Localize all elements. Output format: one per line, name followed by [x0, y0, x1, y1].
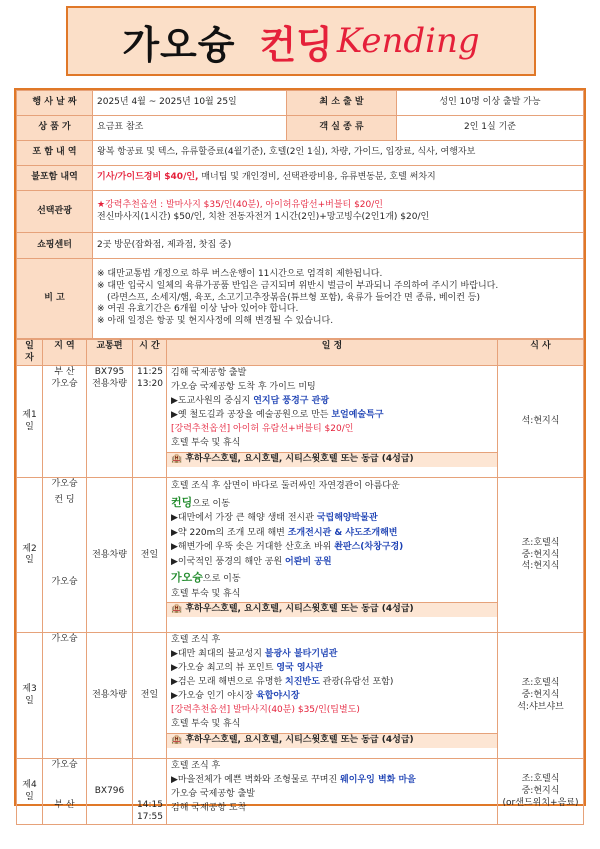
day4-transport: BX796	[87, 759, 133, 825]
day1-label: 제1일	[17, 366, 43, 478]
header-meal: 식 사	[498, 340, 584, 366]
note-label: 비 고	[17, 259, 93, 339]
header-time: 시 간	[133, 340, 167, 366]
room-label: 객 실 종 류	[287, 116, 397, 141]
day1-area	[43, 366, 87, 478]
day3-meal: 조:호텔식 중:현지식 석:샤브샤브	[498, 633, 584, 759]
excl-rest: 매너팁 및 개인경비, 선택관광비용, 유류변동분, 호텔 써차지	[198, 172, 436, 183]
day4-time: 14:15 17:55	[133, 759, 167, 825]
day2-area: 가오슝 컨 딩 가오슝	[43, 478, 87, 633]
day1-itinerary	[167, 366, 498, 478]
hotel-icon: 🏨	[171, 454, 183, 464]
day3-label: 제3일	[17, 633, 43, 759]
info-table	[16, 90, 584, 339]
day2-time: 전일	[133, 478, 167, 633]
day1-area-to: 가오슝	[51, 379, 78, 390]
note-item: ※ 아래 일정은 항공 및 현지사정에 의해 변경될 수 있습니다.	[97, 316, 334, 327]
incl-label: 포 함 내 역	[17, 141, 93, 166]
min-label: 최 소 출 발	[287, 91, 397, 116]
day4-meal: 조:호텔식 중:현지식 (or샌드위치+음료)	[498, 759, 584, 825]
day1-line: ▶도교사원의 중심지 연지담 풍경구 관광	[171, 396, 330, 407]
day1-meal: 석:현지식	[498, 366, 584, 478]
opt-others: 전신마사지(1시간) $50/인, 치찬 전동자전거 1시간(2인)+망고빙수(2인1개) $20/인	[97, 211, 430, 222]
day3-hotel: 🏨 후하우스호텔, 요시호텔, 시티스윗호텔 또는 동급 (4성급)	[167, 733, 497, 748]
price-value: 요금표 참조	[93, 116, 287, 141]
day3-time: 전일	[133, 633, 167, 759]
day1-line: ▶옛 철도길과 공장을 예술공원으로 만든 보얼예술특구	[171, 410, 384, 421]
day3-area: 가오슝	[43, 633, 87, 759]
day4-area: 가오슝 부 산	[43, 759, 87, 825]
excl-fee: 기사/가이드경비 $40/인,	[97, 172, 199, 183]
note-item: ※ 여권 유효기간은 6개월 이상 남아 있어야 합니다.	[97, 304, 299, 315]
day1-flight: BX795	[94, 367, 125, 378]
day1-hotel: 🏨 후하우스호텔, 요시호텔, 시티스윗호텔 또는 동급 (4성급)	[167, 452, 497, 467]
day1-line: 호텔 투숙 및 휴식	[171, 438, 241, 449]
header-area: 지 역	[43, 340, 87, 366]
min-value: 성인 10명 이상 출발 가능	[397, 91, 584, 116]
document-frame	[14, 88, 586, 822]
day3-transport: 전용차량	[87, 633, 133, 759]
header-itinerary: 일 정	[167, 340, 498, 366]
room-value: 2인 1실 기준	[397, 116, 584, 141]
day1-time-dep: 11:25	[137, 367, 163, 378]
day3-itinerary: 호텔 조식 후 ▶대만 최대의 불교성지 불광사 불타기념관 ▶가오슝 최고의 뷰 포인트 영국 영사관 ▶검은 모래 해변으로 유명한 치진반도 관광(유람선 포함) ▶가오슝 인기 야시장 육합야시장 [강력추천옵션] 발마사지(40분) $35/인(팁별도) 호텔 투숙 및 휴식 🏨 후하우스호텔, 요시호텔, 시티스윗호텔 또는 동급 (4성급)	[167, 633, 498, 759]
day1-line: 김해 국제공항 출발	[171, 368, 247, 379]
excl-label: 불포함 내역	[17, 166, 93, 191]
note-item: ※ 대만교통법 개정으로 하루 버스운행이 11시간으로 엄격히 제한됩니다.	[97, 269, 383, 280]
shop-label: 쇼핑센터	[17, 233, 93, 259]
day1-line: 가오슝 국제공항 도착 후 가이드 미팅	[171, 382, 316, 393]
hotel-icon: 🏨	[171, 734, 183, 745]
day1-option: [강력추천옵션] 아이허 유람선+버블티 $20/인	[171, 424, 354, 435]
day4-label: 제4일	[17, 759, 43, 825]
opt-recommended: ★강력추천옵션 : 발마사지 $35/인(40분), 아이허유람선+버블티 $20/인	[97, 199, 383, 210]
day1-time-arr: 13:20	[137, 379, 163, 390]
opt-label: 선택관광	[17, 191, 93, 233]
day1-transport	[87, 366, 133, 478]
day1-time	[133, 366, 167, 478]
day2-label: 제2일	[17, 478, 43, 633]
period-label: 행 사 날 짜	[17, 91, 93, 116]
day4-itinerary: 호텔 조식 후 ▶마을전체가 예쁜 벽화와 조형물로 꾸며진 웨이우잉 벽화 마을 가오슝 국제공항 출발 김해 국제공항 도착	[167, 759, 498, 825]
day2-itinerary: 호텔 조식 후 삼면이 바다로 둘러싸인 자연경관이 아름다운 컨딩으로 이동 ▶대만에서 가장 큰 해양 생태 전시관 국립해양박물관 ▶약 220m의 조개 모래 해변 조개전시관 & 샤도조개해변 ▶해변가에 우뚝 솟은 거대한 산호초 바위 촨판스(차창구경) ▶이국적인 풍경의 해안 공원 어롼비 공원 가오슝으로 이동 호텔 투숙 및 휴식 🏨 후하우스호텔, 요시호텔, 시티스윗호텔 또는 동급 (4성급)	[167, 478, 498, 633]
day2-hotel: 🏨 후하우스호텔, 요시호텔, 시티스윗호텔 또는 동급 (4성급)	[167, 602, 497, 617]
title-city: 컨딩	[259, 22, 333, 67]
note-item: (라면스프, 소세지/햄, 육포, 소고기고추장볶음(튜브형 포함), 육류가 들어간 면 종류, 베이컨 등)	[107, 292, 480, 303]
header-day: 일 자	[17, 340, 43, 366]
day1-vehicle: 전용차량	[92, 379, 127, 390]
incl-value: 왕복 항공료 및 텍스, 유류할증료(4월기준), 호텔(2인 1실), 차량, 가이드, 입장료, 식사, 여행자보	[93, 141, 584, 166]
notes	[93, 259, 584, 339]
price-label: 상 품 가	[17, 116, 93, 141]
day2-meal: 조:호텔식 중:현지식 석:현지식	[498, 478, 584, 633]
opt-value	[93, 191, 584, 233]
period-value: 2025년 4월 ~ 2025년 10월 25일	[93, 91, 287, 116]
title-main: 가오슝	[122, 22, 236, 67]
hotel-icon: 🏨	[171, 603, 183, 614]
header-transport: 교통편	[87, 340, 133, 366]
note-item: ※ 대만 입국시 일체의 육류가공품 반입은 금지되며 위반시 벌금이 부과되니 주의하여 주시기 바랍니다.	[97, 280, 499, 291]
schedule-table	[16, 339, 584, 825]
day2-transport: 전용차량	[87, 478, 133, 633]
title-english: Kending	[336, 21, 480, 61]
day1-area-from: 부 산	[54, 367, 75, 378]
excl-value	[93, 166, 584, 191]
title-banner	[66, 6, 536, 76]
shop-value: 2곳 방문(잡화점, 제과점, 찻집 중)	[93, 233, 584, 259]
